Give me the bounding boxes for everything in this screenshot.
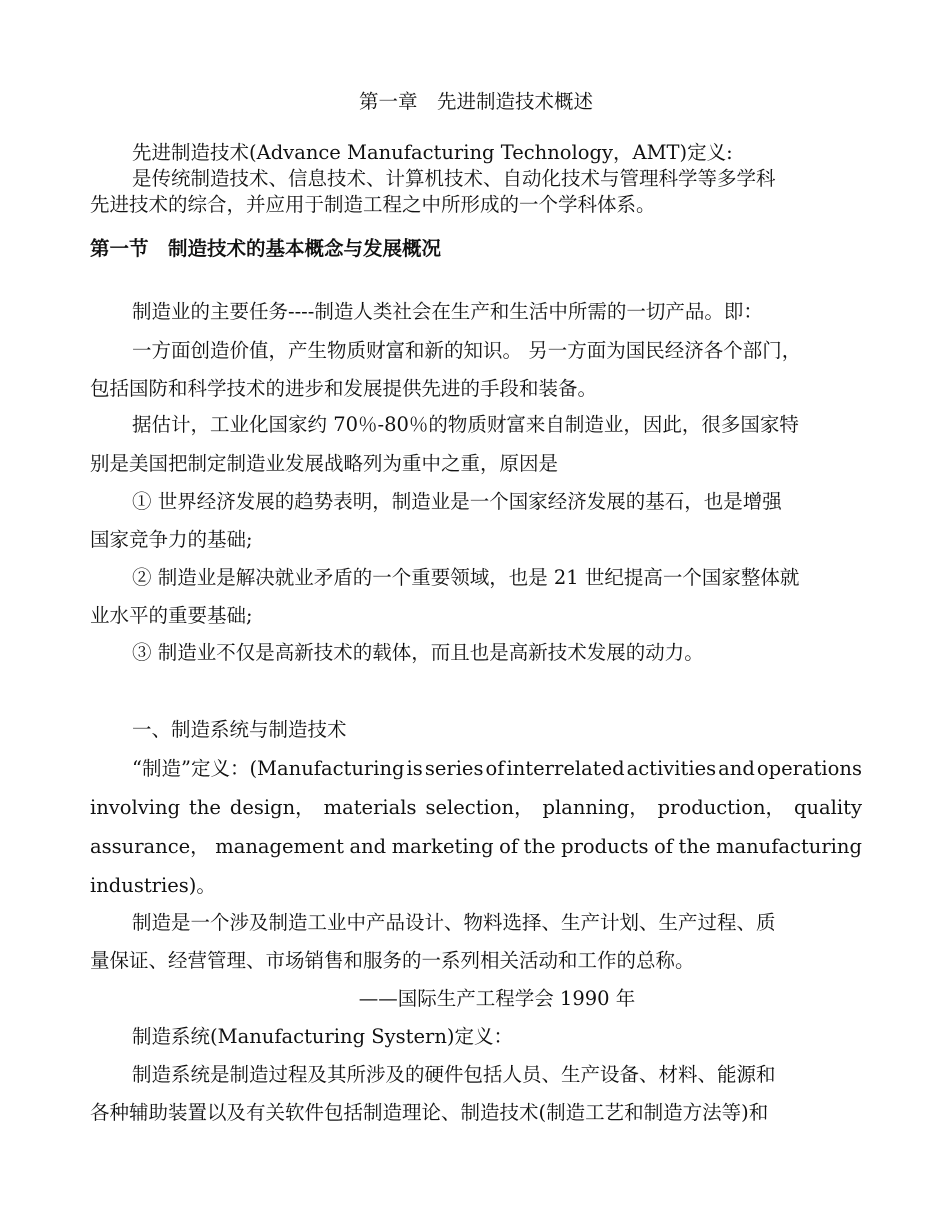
paragraph-line: 据估计，工业化国家约 70％-80％的物质财富来自制造业，因此，很多国家特 [132,413,799,436]
word: management [215,835,344,858]
word: involving [90,796,181,819]
section-heading: 第一节 制造技术的基本概念与发展概况 [90,237,442,260]
reason-item-continued: 业水平的重要基础; [90,604,253,627]
word: and [349,835,387,858]
paragraph-line: 制造系统是制造过程及其所涉及的硬件包括人员、生产设备、材料、能源和 [132,1063,776,1086]
word: design， [229,796,315,819]
subsection-heading: 一、制造系统与制造技术 [132,718,347,741]
word: the [523,835,556,858]
word: products [561,835,649,858]
word: of [654,835,673,858]
amt-definition-line: 先进技术的综合，并应用于制造工程之中所形成的一个学科体系。 [90,193,656,216]
word: interrelated [506,757,625,780]
word: of [485,757,505,780]
paragraph-line: 各种辅助装置以及有关软件包括制造理论、制造技术(制造工艺和制造方法等)和 [90,1101,769,1124]
system-definition-heading: 制造系统(Manufacturing Systern)定义： [132,1025,514,1048]
word: is [406,757,423,780]
word: series [424,757,484,780]
word: “制造”定义：(Manufacturing [132,757,405,780]
manufacturing-definition-line [90,795,862,821]
paragraph-line: 量保证、经营管理、市场销售和服务的一系列相关活动和工作的总称。 [90,949,695,972]
word: of [499,835,519,858]
word: production， [657,796,786,819]
word: operations [756,757,862,780]
reason-item-continued: 国家竞争力的基础; [90,528,253,551]
amt-definition-heading: 先进制造技术(Advance Manufacturing Technology，AMT)定义: [132,141,733,164]
reason-item: ③ 制造业不仅是高新技术的载体，而且也是高新技术发展的动力。 [132,641,704,664]
paragraph-line: 包括国防和科学技术的进步和发展提供先进的手段和装备。 [90,377,598,400]
word: materials [323,796,417,819]
paragraph-line: 别是美国把制定制造业发展战略列为重中之重，原因是 [90,452,559,475]
manufacturing-definition-line [132,756,862,782]
word: the [678,835,711,858]
chapter-title: 第一章 先进制造技术概述 [358,90,593,113]
paragraph-line: 制造业的主要任务----制造人类社会在生产和生活中所需的一切产品。即： [132,300,763,323]
word: quality [793,796,862,819]
word: selection， [425,796,534,819]
paragraph-line: 一方面创造价值，产生物质财富和新的知识。 另一方面为国民经济各个部门， [132,339,802,362]
manufacturing-definition-line: industries)。 [90,874,216,897]
word: manufacturing [715,835,862,858]
paragraph-line: 制造是一个涉及制造工业中产品设计、物料选择、生产计划、生产过程、质 [132,911,776,934]
manufacturing-definition-line [90,834,862,860]
word: planning， [542,796,649,819]
reason-item: ① 世界经济发展的趋势表明，制造业是一个国家经济发展的基石，也是增强 [132,490,782,513]
word: the [189,796,221,819]
reason-item: ② 制造业是解决就业矛盾的一个重要领域，也是 21 世纪提高一个国家整体就 [132,566,800,589]
word: activities [626,757,717,780]
word: marketing [391,835,494,858]
amt-definition-line: 是传统制造技术、信息技术、计算机技术、自动化技术与管理科学等多学科 [132,167,776,190]
word: assurance， [90,835,210,858]
attribution: ——国际生产工程学会 1990 年 [358,987,636,1010]
word: and [718,757,755,780]
